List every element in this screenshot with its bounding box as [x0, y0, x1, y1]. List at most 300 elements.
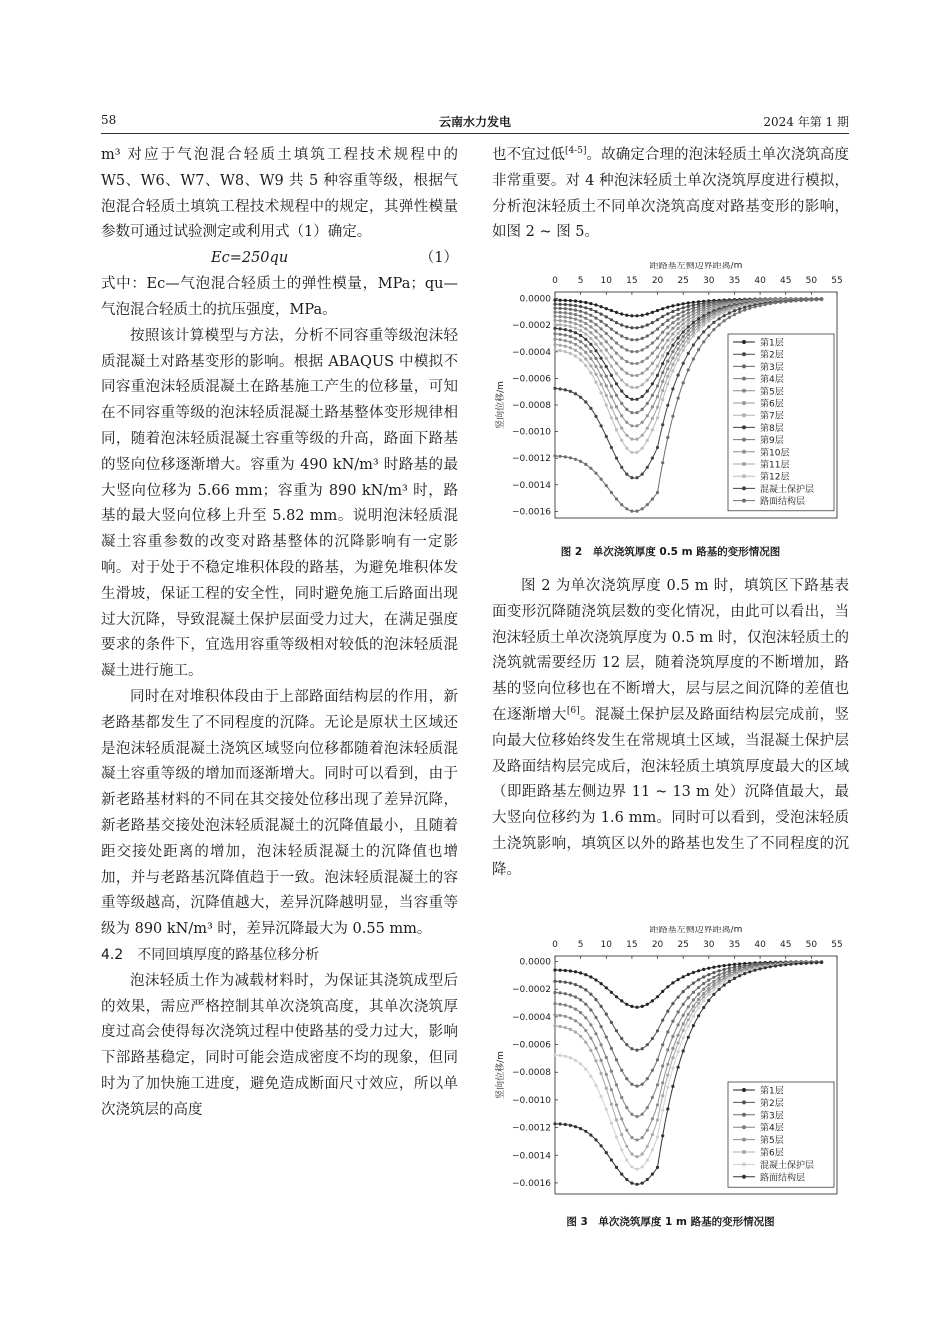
data-point [615, 394, 618, 397]
data-point [646, 312, 649, 315]
data-point [769, 965, 772, 968]
data-point [697, 978, 700, 981]
data-point [656, 1029, 659, 1032]
data-point [574, 313, 577, 316]
data-point [559, 1122, 562, 1125]
data-point [584, 1130, 587, 1133]
data-point [697, 998, 700, 1001]
data-point [553, 311, 556, 314]
data-point [559, 303, 562, 306]
x-tick-label: 0 [552, 276, 558, 286]
data-point [579, 359, 582, 362]
data-point [635, 1183, 638, 1186]
data-point [594, 1047, 597, 1050]
data-point [579, 998, 582, 1001]
data-point [584, 400, 587, 403]
data-point [574, 1008, 577, 1011]
equation-number: （1） [419, 250, 458, 267]
data-point [569, 335, 572, 338]
data-point [687, 319, 690, 322]
legend-swatch-marker [742, 413, 746, 417]
data-point [630, 338, 633, 341]
data-point [569, 299, 572, 302]
data-point [712, 321, 715, 324]
data-point [559, 323, 562, 326]
data-point [661, 461, 664, 464]
data-point [769, 302, 772, 305]
data-point [594, 349, 597, 352]
data-point [584, 1029, 587, 1032]
data-point [579, 319, 582, 322]
legend-swatch-marker [742, 1162, 746, 1166]
data-point [594, 472, 597, 475]
data-point [702, 982, 705, 985]
data-point [671, 350, 674, 353]
data-point [610, 446, 613, 449]
data-point [615, 321, 618, 324]
y-tick-label: −0.0014 [511, 480, 551, 491]
data-point [682, 330, 685, 333]
data-point [630, 438, 633, 441]
data-point [594, 373, 597, 376]
data-point [697, 320, 700, 323]
data-point [641, 383, 644, 386]
paragraph: m³ 对应于气泡混合轻质土填筑工程技术规程中的 W5、W6、W7、W8、W9 共 5 种容重等级，根据气泡混合轻质土填筑工程技术规程中的规定，其弹性模量参数可通过试验测定或利用式（1）确定。 [101, 147, 458, 241]
data-point [605, 357, 608, 360]
data-point [692, 309, 695, 312]
data-point [620, 379, 623, 382]
data-point [600, 478, 603, 481]
data-point [671, 321, 674, 324]
data-point [589, 337, 592, 340]
data-point [600, 305, 603, 308]
legend-label: 第2层 [760, 1098, 784, 1109]
data-point [815, 298, 818, 301]
data-point [651, 405, 654, 408]
data-point [564, 455, 567, 458]
data-point [687, 352, 690, 355]
data-point [712, 980, 715, 983]
data-point [579, 460, 582, 463]
data-point [569, 316, 572, 319]
data-point [625, 383, 628, 386]
data-point [687, 973, 690, 976]
data-point [615, 341, 618, 344]
data-point [615, 497, 618, 500]
data-point [692, 1024, 695, 1027]
data-point [610, 355, 613, 358]
data-point [584, 364, 587, 367]
data-point [574, 392, 577, 395]
data-point [589, 407, 592, 410]
x-axis-label: 距路基左侧边界距离/m [649, 262, 743, 271]
data-point [610, 328, 613, 331]
data-point [610, 384, 613, 387]
y-tick-label: −0.0016 [511, 1178, 551, 1189]
data-point [600, 424, 603, 427]
data-point [677, 332, 680, 335]
data-point [738, 307, 741, 310]
data-point [630, 476, 633, 479]
data-point [671, 1056, 674, 1059]
data-point [620, 1133, 623, 1136]
legend-label: 第11层 [760, 460, 790, 471]
data-point [682, 362, 685, 365]
data-point [600, 1144, 603, 1147]
data-point [559, 387, 562, 390]
data-point [759, 967, 762, 970]
data-point [574, 970, 577, 973]
data-point [605, 1151, 608, 1154]
data-point [594, 310, 597, 313]
data-point [569, 969, 572, 972]
x-tick-label: 5 [577, 276, 584, 286]
data-point [620, 345, 623, 348]
data-point [594, 1059, 597, 1062]
data-point [553, 303, 556, 306]
data-point [651, 457, 654, 460]
data-point [651, 311, 654, 314]
data-point [630, 314, 633, 317]
data-point [774, 964, 777, 967]
data-point [605, 1087, 608, 1090]
data-point [564, 992, 567, 995]
data-point [635, 451, 638, 454]
data-point [712, 971, 715, 974]
data-point [564, 1055, 567, 1058]
data-point [605, 1036, 608, 1039]
data-point [605, 1108, 608, 1111]
data-point [784, 300, 787, 303]
x-tick-label: 10 [600, 276, 612, 286]
data-point [610, 1070, 613, 1073]
y-tick-label: −0.0010 [511, 427, 551, 438]
legend-label: 第10层 [760, 448, 790, 459]
data-point [635, 386, 638, 389]
data-point [589, 357, 592, 360]
x-tick-label: 45 [780, 940, 792, 950]
data-point [589, 1049, 592, 1052]
data-point [574, 318, 577, 321]
data-point [584, 973, 587, 976]
data-point [589, 364, 592, 367]
data-point [820, 298, 823, 301]
data-point [753, 305, 756, 308]
data-point [584, 301, 587, 304]
data-point [677, 1041, 680, 1044]
legend-label: 第2层 [760, 350, 784, 361]
data-point [718, 313, 721, 316]
data-point [625, 447, 628, 450]
data-point [656, 406, 659, 409]
data-point [600, 320, 603, 323]
data-point [641, 325, 644, 328]
data-point [661, 1109, 664, 1112]
data-point [733, 313, 736, 316]
data-point [682, 306, 685, 309]
data-point [569, 1005, 572, 1008]
data-point [666, 1030, 669, 1033]
data-point [692, 1005, 695, 1008]
data-point [625, 337, 628, 340]
data-point [656, 374, 659, 377]
legend-swatch-marker [742, 1150, 746, 1154]
data-point [605, 394, 608, 397]
data-point [620, 414, 623, 417]
data-point [625, 1129, 628, 1132]
data-point [656, 1118, 659, 1121]
data-point [615, 352, 618, 355]
data-point [553, 980, 556, 983]
data-point [671, 1066, 674, 1069]
data-point [625, 1178, 628, 1181]
legend-label: 第5层 [760, 387, 784, 398]
data-point [594, 336, 597, 339]
data-point [661, 1064, 664, 1067]
data-point [620, 503, 623, 506]
legend-label: 路面结构层 [760, 497, 806, 508]
data-point [564, 388, 567, 391]
data-point [574, 458, 577, 461]
data-point [666, 1107, 669, 1110]
data-point [682, 990, 685, 993]
data-point [553, 1013, 556, 1016]
data-point [610, 395, 613, 398]
data-point [610, 991, 613, 994]
data-point [666, 367, 669, 370]
y-tick-label: −0.0008 [511, 401, 551, 411]
data-point [630, 398, 633, 401]
data-point [635, 510, 638, 513]
data-point [666, 1074, 669, 1077]
data-point [800, 299, 803, 302]
x-tick-label: 25 [677, 276, 689, 286]
data-point [805, 962, 808, 965]
data-point [646, 357, 649, 360]
data-point [774, 301, 777, 304]
x-tick-label: 20 [651, 940, 664, 950]
data-point [569, 341, 572, 344]
data-point [702, 995, 705, 998]
data-point [569, 308, 572, 311]
y-tick-label: −0.0008 [511, 1068, 551, 1079]
data-point [656, 318, 659, 321]
data-point [615, 1103, 618, 1106]
data-point [600, 1025, 603, 1028]
data-point [569, 325, 572, 328]
data-point [641, 1083, 644, 1086]
data-point [682, 1014, 685, 1017]
data-point [641, 1005, 644, 1008]
data-point [651, 394, 654, 397]
y-axis-label: 竖向位移/m [496, 1051, 506, 1099]
data-point [671, 1085, 674, 1088]
data-point [692, 304, 695, 307]
data-point [682, 1049, 685, 1052]
x-tick-label: 40 [754, 940, 766, 950]
data-point [682, 1029, 685, 1032]
data-point [574, 322, 577, 325]
data-point [584, 1068, 587, 1071]
data-point [718, 984, 721, 987]
data-point [553, 1002, 556, 1005]
data-point [697, 986, 700, 989]
data-point [789, 300, 792, 303]
data-point [630, 362, 633, 365]
data-point [707, 967, 710, 970]
legend-label: 第1层 [760, 338, 784, 349]
data-point [646, 379, 649, 382]
data-point [718, 969, 721, 972]
data-point [559, 327, 562, 330]
paragraph: 同时在对堆积体段由于上部路面结构层的作用，新老路基都发生了不同程度的沉降。无论是原状土区域还是泡沫轻质混凝土浇筑区域竖向位移都随着泡沫轻质混凝土容重等级的增加而逐渐增大。同时可以看到，由于新老路基材料的不同在其交接处位移出现了差异沉降，新老路基交接处泡沫轻质混凝土的沉降值最小，且随着距交接处距离的增加，泡沫轻质混凝土的沉降值也增加，并与老路基沉降值趋于一致。泡沫轻质混凝土的容重等级越高，沉降值越大，差异沉降越明显，当容重等级为 890 kN/m³ 时，差异沉降最大为 0.55 mm。 [101, 688, 458, 938]
data-point [605, 404, 608, 407]
data-point [615, 311, 618, 314]
data-point [569, 993, 572, 996]
data-point [630, 1047, 633, 1050]
x-tick-label: 5 [577, 940, 584, 950]
data-point [677, 313, 680, 316]
data-point [605, 1073, 608, 1076]
y-tick-label: −0.0002 [511, 985, 551, 996]
data-point [687, 329, 690, 332]
data-point [559, 1014, 562, 1017]
x-tick-label: 25 [677, 940, 689, 950]
data-point [620, 402, 623, 405]
data-point [635, 1168, 638, 1171]
data-point [553, 332, 556, 335]
data-point [687, 1005, 690, 1008]
data-point [594, 1084, 597, 1087]
data-point [635, 438, 638, 441]
legend-swatch-marker [742, 499, 746, 503]
data-point [656, 446, 659, 449]
data-point [677, 317, 680, 320]
legend-swatch-marker [742, 486, 746, 490]
x-tick-label: 30 [703, 276, 715, 286]
data-point [692, 982, 695, 985]
data-point [605, 986, 608, 989]
data-point [682, 1003, 685, 1006]
data-point [666, 1010, 669, 1013]
data-point [728, 316, 731, 319]
data-point [605, 1013, 608, 1016]
data-point [671, 415, 674, 418]
data-point [600, 1072, 603, 1075]
data-point [661, 331, 664, 334]
data-point [630, 1113, 633, 1116]
data-point [625, 473, 628, 476]
data-point [692, 324, 695, 327]
data-point [553, 338, 556, 341]
data-point [641, 447, 644, 450]
data-point [641, 314, 644, 317]
data-point [600, 982, 603, 985]
data-point [589, 308, 592, 311]
data-point [579, 396, 582, 399]
section-number: 4.2 [101, 946, 124, 963]
data-point [712, 988, 715, 991]
data-point [661, 1019, 664, 1022]
legend-swatch-marker [742, 438, 746, 442]
data-point [620, 368, 623, 371]
data-point [641, 348, 644, 351]
data-point [574, 1031, 577, 1034]
data-point [630, 411, 633, 414]
data-point [574, 331, 577, 334]
legend-swatch-marker [742, 450, 746, 454]
data-point [651, 382, 654, 385]
data-point [759, 304, 762, 307]
data-point [630, 1136, 633, 1139]
paragraph: 泡沫轻质土作为减载材料时，为保证其浇筑成型后的效果，需应严格控制其单次浇筑高度，其单次浇筑厚度过高会使得每次浇筑过程中使路基的受力过大，影响下部路基稳定，同时可能会造成密度不均的现象，但同时为了加快施工进度，避免造成断面尺寸效应，所以单次浇筑层的高度 [101, 972, 458, 1118]
data-point [559, 1003, 562, 1006]
data-point [625, 434, 628, 437]
data-point [677, 1023, 680, 1026]
data-point [666, 382, 669, 385]
y-axis-label: 竖向位移/m [496, 381, 506, 429]
data-point [569, 346, 572, 349]
legend-swatch-marker [742, 1138, 746, 1142]
data-point [610, 491, 613, 494]
data-point [733, 309, 736, 312]
paragraph: 式中：Ec—气泡混合轻质土的弹性模量，MPa；qu—气泡混合轻质土的抗压强度，MPa。 [101, 276, 458, 318]
data-point [671, 356, 674, 359]
data-point [641, 1165, 644, 1168]
data-point [682, 1022, 685, 1025]
y-tick-label: −0.0016 [511, 507, 551, 518]
x-tick-label: 40 [754, 276, 766, 286]
data-point [702, 999, 705, 1002]
data-point [569, 1017, 572, 1020]
legend-swatch-marker [742, 1113, 746, 1117]
data-point [641, 1182, 644, 1185]
data-point [589, 993, 592, 996]
legend-label: 第4层 [760, 1123, 784, 1134]
data-point [559, 349, 562, 352]
data-point [625, 348, 628, 351]
data-point [697, 969, 700, 972]
data-point [707, 999, 710, 1002]
data-point [687, 996, 690, 999]
data-point [728, 977, 731, 980]
legend-label: 第12层 [760, 472, 790, 483]
data-point [630, 386, 633, 389]
data-point [553, 299, 556, 302]
data-point [610, 337, 613, 340]
data-point [600, 365, 603, 368]
data-point [641, 1113, 644, 1116]
data-point [620, 357, 623, 360]
data-point [677, 1010, 680, 1013]
data-point [559, 455, 562, 458]
data-point [641, 337, 644, 340]
data-point [702, 992, 705, 995]
data-point [594, 303, 597, 306]
data-point [707, 990, 710, 993]
data-point [569, 352, 572, 355]
data-point [666, 306, 669, 309]
data-point [687, 1013, 690, 1016]
data-point [615, 1118, 618, 1121]
left-column [101, 143, 458, 1123]
figure-3-chart [492, 926, 849, 1206]
data-point [702, 988, 705, 991]
x-tick-label: 50 [805, 940, 818, 950]
data-point [661, 1094, 664, 1097]
data-point [630, 1152, 633, 1155]
data-point [743, 972, 746, 975]
